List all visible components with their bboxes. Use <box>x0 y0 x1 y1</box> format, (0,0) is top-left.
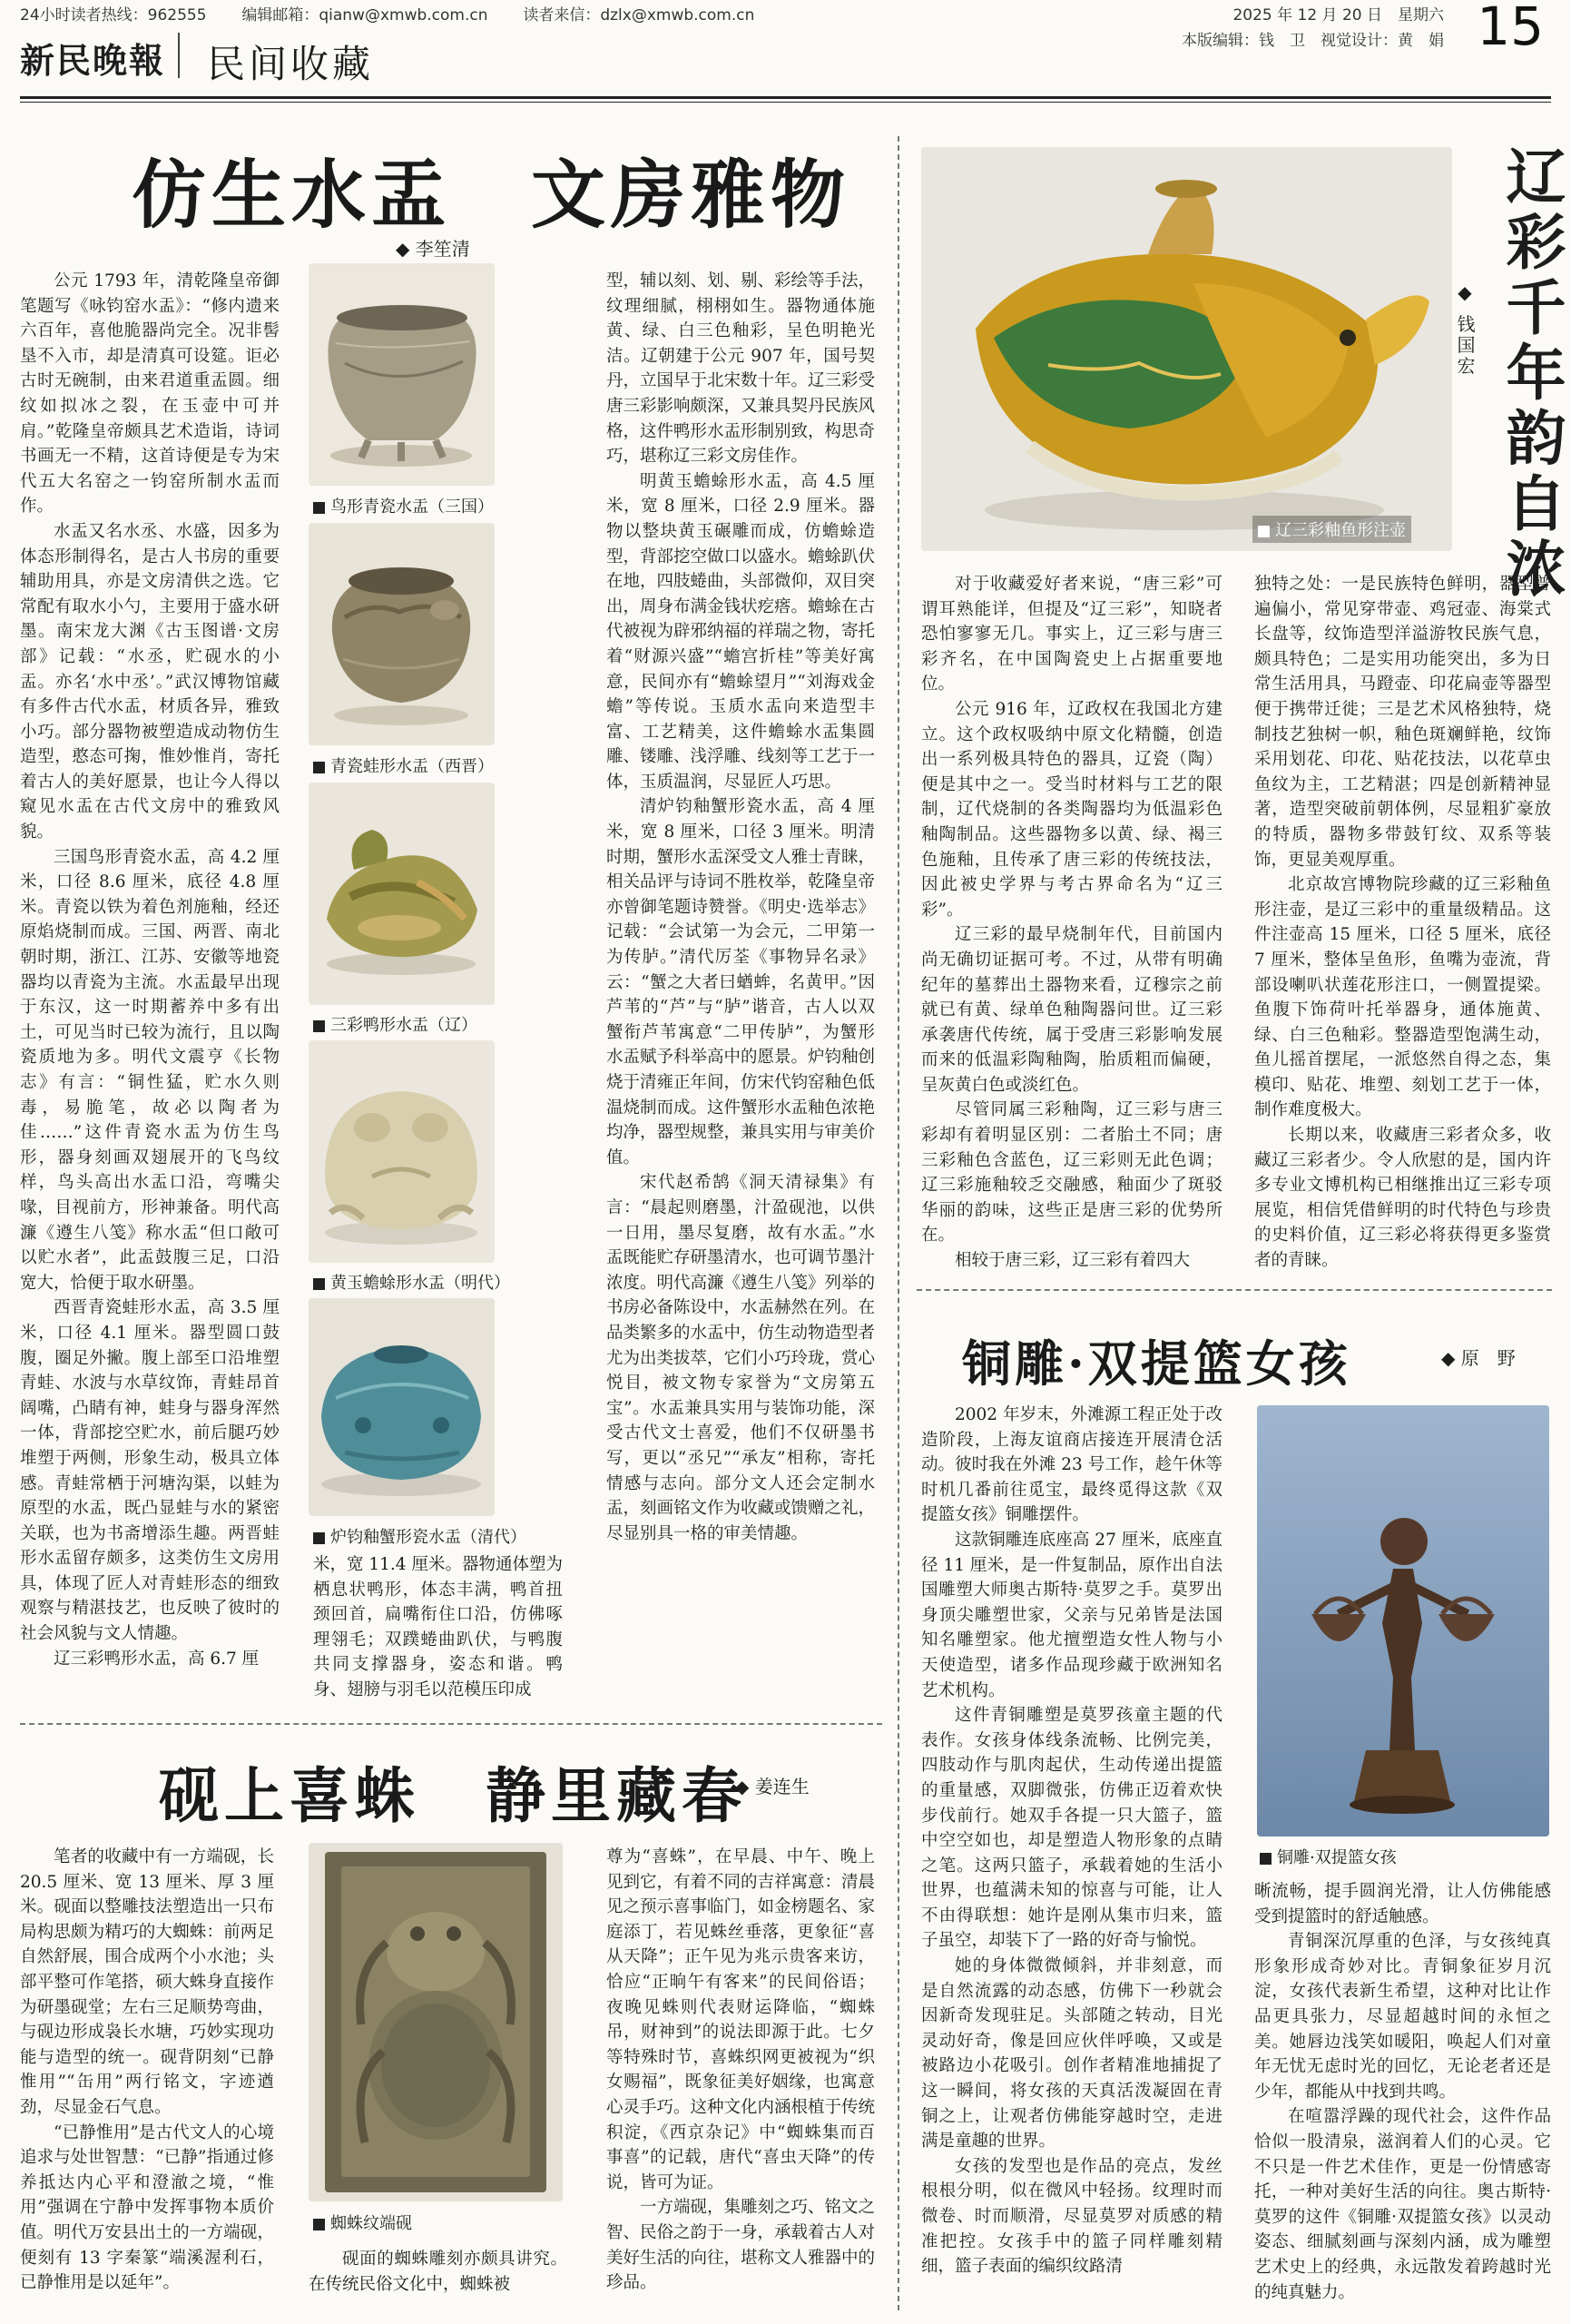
issue-date: 2025 年 12 月 20 日 星期六 <box>1232 6 1444 25</box>
frog-water-pot-caption: 青瓷蛙形水盂（西晋） <box>313 753 494 777</box>
paragraph: 对于收藏爱好者来说，“唐三彩”可谓耳熟能详，但提及“辽三彩”，知晓者恐怕寥寥无几。事实上，辽三彩与唐三彩齐名，在中国陶瓷史上占据重要地位。 <box>921 575 1222 694</box>
paragraph: 青铜深沉厚重的色泽，与女孩纯真形象形成奇妙对比。青铜象征岁月沉淀，女孩代表新生希望，这种对比让作品更具张力，尽显超越时间的永恒之美。她唇边浅笑如暖阳，唤起人们对童年无忧无虑时光的回忆，无论老者还是少年，都能从中找到共鸣。 <box>1254 1932 1551 2102</box>
article1-title: 仿生水盂 文房雅物 <box>132 152 851 239</box>
article-divider-right <box>917 1289 1552 1291</box>
header-rule <box>20 96 1551 99</box>
paragraph: 这件青铜雕塑是莫罗孩童主题的代表作。女孩身体线条流畅、比例完美，四肢动作与肌肉起伏，生动传递出提篮的重量感，双脚微张，仿佛正迈着欢快步伐前行。她双手各提一只大篮子，篮中空空如也，却是塑造人物形象的点睛之笔。这两只篮子，承载着她的生活小世界，也蕴满未知的惊喜与可能，让人不由得联想：她许是刚从集市归来，篮子虽空，却装下了一路的好奇与愉悦。 <box>921 1706 1222 1951</box>
paragraph: 米，宽 11.4 厘米。器物通体塑为栖息状鸭形，体态丰满，鸭首扭颈回首，扁嘴衔住口沿，仿佛啄理翎毛；双蹼蜷曲趴伏，与鸭腹共同支撑器身，姿态和谐。鸭身、翅膀与羽毛以范模压印成 <box>313 1555 563 1699</box>
article4-title: 铜雕·双提篮女孩 <box>962 1334 1351 1393</box>
paragraph: 明黄玉蟾蜍形水盂，高 4.5 厘米，宽 8 厘米，口径 2.9 厘米。器物以整块黄玉碾雕而成，仿蟾蜍造型，背部挖空做口以盛水。蟾蜍趴伏在地，四肢蜷曲，头部微仰，双目突出，周身布满金钱状疙瘩。蟾蜍在古代被视为辟邪纳福的祥瑞之物，寄托着“财源兴盛”“蟾宫折桂”等美好寓意，民间亦有“蟾蜍望月”“刘海戏金蟾”等传说。玉质水盂向来造型丰富、工艺精美，这件蟾蜍水盂集圆雕、镂雕、浅浮雕、线刻等工艺于一体，玉质温润，尽显匠人巧思。 <box>606 471 875 792</box>
reader-hotline: 24小时读者热线：962555 <box>20 6 207 25</box>
paragraph: 型，辅以刻、划、剔、彩绘等手法，纹理细腻，栩栩如生。器物通体施黄、绿、白三色釉彩，呈色明艳光洁。辽朝建于公元 907 年，国号契丹，立国早于北宋数十年。辽三彩受唐三彩影响颇深，又兼具契丹民族风格，这件鸭形水盂形制别致，构思奇巧，堪称辽三彩文房佳作。 <box>606 271 875 467</box>
paragraph: 独特之处：一是民族特色鲜明，器型普遍偏小，常见穿带壶、鸡冠壶、海棠式长盘等，纹饰造型洋溢游牧民族气息，颇具特色；二是实用功能突出，多为日常生活用具，马蹬壶、印花扁壶等器型便于携带迁徙；三是艺术风格独特，烧制技艺独树一帜，釉色斑斓鲜艳，纹饰采用划花、印花、贴花技法，以花草虫鱼纹为主，工艺精湛；四是创新精神显著，造型突破前朝体例，尽显粗犷豪放的特质，器物多带鼓钉纹、双系等装饰，更显美观厚重。 <box>1254 575 1551 870</box>
article4-column-2 <box>1254 1879 1551 2310</box>
paragraph: 公元 916 年，辽政权在我国北方建立。这个政权吸纳中原文化精髓，创造出一系列极具特色的器具，辽瓷（陶）便是其中之一。受当时材料与工艺的限制，辽代烧制的各类陶器均为低温彩色釉陶制品。这些器物多以黄、绿、褐三色施釉，且传承了唐三彩的传统技法，因此被史学界与考古界命名为“辽三彩”。 <box>921 699 1222 920</box>
bronze-girl-photo <box>1257 1405 1549 1837</box>
duck-water-pot-caption: 三彩鸭形水盂（辽） <box>313 1012 477 1036</box>
bird-water-pot-photo <box>309 263 495 486</box>
toad-water-pot-photo <box>309 1040 495 1263</box>
bird-water-pot-caption: 鸟形青瓷水盂（三国） <box>313 494 494 517</box>
paragraph: 清炉钧釉蟹形瓷水盂，高 4 厘米，宽 8 厘米，口径 3 厘米。明清时期，蟹形水盂深受文人雅士青睐，相关品评与诗词不胜枚举，乾隆皇帝亦曾御笔题诗赞誉。《明史·选举志》记载：“会试第一为会元，二甲第一为传胪。”清代厉荃《事物异名录》云：“蟹之大者曰蝤蛑，名黄甲。”因芦苇的“芦”与“胪”谐音，古人以双蟹衔芦苇寓意“二甲传胪”，为蟹形水盂赋予科举高中的愿景。炉钧釉创烧于清雍正年间，仿宋代钧窑釉色低温烧制而成。这件蟹形水盂釉色浓艳均净，器型规整，兼具实用与审美价值。 <box>606 797 875 1167</box>
paragraph: 女孩的发型也是作品的亮点，发丝根根分明，似在微风中轻扬。纹理时而微卷、时而顺滑，尽显莫罗对质感的精准把控。女孩手中的篮子同样雕刻精细，篮子表面的编织纹路清 <box>921 2156 1222 2277</box>
paragraph: 她的身体微微倾斜，并非刻意，而是自然流露的动态感，仿佛下一秒就会因新奇发现驻足。头部随之转动，目光灵动好奇，像是回应伙伴呼唤，又或是被路边小花吸引。创作者精准地捕捉了这一瞬间，将女孩的天真活泼凝固在青铜之上，让观者仿佛能穿越时空，走进满是童趣的世界。 <box>921 1956 1222 2152</box>
paragraph: 在喧嚣浮躁的现代社会，这件作品恰似一股清泉，滋润着人们的心灵。它不只是一件艺术佳作，更是一份情感寄托，一种对美好生活的向往。奥古斯特·莫罗的这件《铜雕·双提篮女孩》以灵动姿态、细腻刻画与深刻内涵，成为雕塑艺术史上的经典，永远散发着跨越时光的纯真魅力。 <box>1254 2107 1551 2302</box>
section-title: 民间收藏 <box>207 42 375 86</box>
crab-water-pot-caption: 炉钧釉蟹形瓷水盂（清代） <box>313 1524 526 1548</box>
paragraph: 这款铜雕连底座高 27 厘米，底座直径 11 厘米，是一件复制品，原作出自法国雕塑大师奥古斯特·莫罗之手。莫罗出身顶尖雕塑世家，父亲与兄弟皆是法国知名雕塑家。他尤擅塑造女性人物与小天使造型，诸多作品现珍藏于欧洲知名艺术机构。 <box>921 1530 1222 1700</box>
crab-water-pot-photo <box>309 1298 495 1516</box>
article3-byline: ◆ 钱国宏 <box>1454 281 1476 378</box>
bronze-girl-caption: 铜雕·双提篮女孩 <box>1260 1845 1397 1868</box>
article-divider-left <box>20 1723 882 1725</box>
article1-column-2-bottom <box>313 1552 563 1707</box>
paragraph: 尊为“喜蛛”，在早晨、中午、晚上见到它，有着不同的吉祥寓意：清晨见之预示喜事临门，如金榜题名、家庭添丁，若见蛛丝垂落，更象征“喜从天降”；正午见为兆示贵客来访，恰应“正晌午有客来”的民间俗语；夜晚见蛛则代表财运降临，“蜘蛛吊，财神到”的说法即源于此。七夕等特殊时节，喜蛛织网更被视为“织女赐福”，既象征美好姻缘，也寓意心灵手巧。这种文化内涵根植于传统积淀，《西京杂记》中“蜘蛛集而百事喜”的记载，唐代“喜虫天降”的传说，皆可为证。 <box>606 1847 875 2192</box>
column-divider-main <box>898 136 899 2310</box>
paragraph: 尽管同属三彩釉陶，辽三彩与唐三彩却有着明显区别：二者胎土不同；唐三彩釉色含蓝色，辽三彩则无此色调；辽三彩施釉较乏交融感，釉面少了斑驳华丽的韵味，这些正是唐三彩的优势所在。 <box>921 1100 1222 1246</box>
paragraph: 公元 1793 年，清乾隆皇帝御笔题写《咏钧窑水盂》：“修内遗来六百年，喜他脆器尚完全。况非髻垦不入市，却是清真可设筵。讵必古时无碗制，由来君道重盂圆。细纹如拟冰之裂，在玉壶中可并肩。”乾隆皇帝颇具艺术造诣，诗词书画无一不精，这首诗便是专为宋代五大名窑之一钧窑所制水盂而作。 <box>20 271 280 517</box>
duck-water-pot-photo <box>309 783 495 1005</box>
paragraph: 辽三彩的最早烧制年代，目前国内尚无确切证据可考。不过，从带有明确纪年的墓葬出土器物来看，辽穆宗之前就已有黄、绿单色釉陶器问世。辽三彩承袭唐代传统，属于受唐三彩影响发展而来的低温彩陶釉陶，胎质粗而偏硬，呈灰黄白色或淡红色。 <box>921 925 1222 1095</box>
toad-water-pot-caption: 黄玉蟾蜍形水盂（明代） <box>313 1270 510 1294</box>
spider-inkstone-caption: 蜘蛛纹端砚 <box>313 2211 412 2234</box>
spider-inkstone-photo <box>309 1843 563 2201</box>
article3-title: 辽彩千年韵自浓 <box>1496 145 1566 603</box>
article2-column-1 <box>20 1845 274 2309</box>
paragraph: 笔者的收藏中有一方端砚，长 20.5 厘米、宽 13 厘米、厚 3 厘米。砚面以整雕技法塑造出一只布局构思颇为精巧的大蜘蛛：前两足自然舒展，围合成两个小水池；头部平整可作笔搭，硕大蛛身直接作为研墨砚堂；左右三足顺势弯曲，与砚边形成袅长水塘，巧妙实现功能与造型的统一。砚背阴刻“已静惟用”“缶用”两行铭文，字迹遒劲，尽显金石气息。 <box>20 1847 274 2117</box>
article3-column-1 <box>921 572 1222 1275</box>
paragraph: 北京故宫博物院珍藏的辽三彩釉鱼形注壶，是辽三彩中的重量级精品。这件注壶高 15 厘米，口径 5 厘米，底径 7 厘米，整体呈鱼形，鱼嘴为壶流，背部设喇叭状莲花形注口，一侧置提梁。鱼腹下饰荷叶托举器身，通体施黄、绿、白三色釉彩。整器造型饱满生动，鱼儿摇首摆尾，一派悠然自得之态，集模印、贴花、堆塑、刻划工艺于一体，制作难度极大。 <box>1254 875 1551 1120</box>
fish-ewer-photo <box>921 147 1452 551</box>
header-rule-thin <box>20 102 1551 103</box>
header-divider <box>178 33 180 78</box>
editor-email[interactable]: 编辑邮箱：qianw@xmwb.com.cn <box>241 6 488 25</box>
paragraph: 一方端砚，集雕刻之巧、铭文之智、民俗之韵于一身，承载着古人对美好生活的向往，堪称文人雅器中的珍品。 <box>606 2198 875 2293</box>
reader-email[interactable]: 读者来信：dzlx@xmwb.com.cn <box>523 6 755 25</box>
paragraph: 三国鸟形青瓷水盂，高 4.2 厘米，口径 8.6 厘米，底径 4.8 厘米。青瓷以铁为着色剂施釉，经还原焰烧制而成。三国、两晋、南北朝时期，浙江、江苏、安徽等地瓷器均以青瓷为主流。水盂最早出现于东汉，这一时期蓄养中多有出土，可见当时已较为流行，且以陶瓷质地为多。明代文震亨《长物志》有言：“铜性猛，贮水久则毒，易脆笔，故必以陶者为佳……”这件青瓷水盂为仿生鸟形，器身刻画双翅展开的飞鸟纹样，鸟头高出水盂口沿，弯嘴尖喙，目视前方，形神兼备。明代高濂《遵生八笺》称水盂“但口敞可以贮水者”，此盂鼓腹三足，口沿宽大，恰便于取水研墨。 <box>20 847 280 1293</box>
frog-water-pot-photo <box>309 523 495 745</box>
paragraph: 宋代赵希鹄《洞天清禄集》有言：“晨起则磨墨，汁盈砚池，以供一日用，墨尽复磨，故有水盂。”水盂既能贮存研墨清水，也可调节墨汁浓度。明代高濂《遵生八笺》列举的书房必备陈设中，水盂赫然在列。在品类繁多的水盂中，仿生动物造型者尤为出类拔萃，它们小巧玲珑，赏心悦目，被文物专家誉为“文房第五宝”。水盂兼具实用与装饰功能，深受古代文士喜爱，他们不仅研墨书写，更以“丞兄”“承友”相称，寄托情感与志向。部分文人还会定制水盂，刻画铭文作为收藏或馈赠之礼，尽显别具一格的审美情趣。 <box>606 1173 875 1543</box>
page-number: 15 <box>1477 0 1544 57</box>
fish-ewer-caption: 辽三彩釉鱼形注壶 <box>1252 516 1411 543</box>
paragraph: 相较于唐三彩，辽三彩有着四大 <box>955 1251 1191 1271</box>
masthead-contacts <box>20 2 754 25</box>
article1-column-1 <box>20 269 280 1708</box>
article2-title: 砚上喜蛛 静里藏春 <box>159 1760 747 1831</box>
paragraph: 西晋青瓷蛙形水盂，高 3.5 厘米，口径 4.1 厘米。器型圆口鼓腹，圈足外撇。腹上部至口沿堆塑青蛙、水波与水草纹饰，青蛙昂首阔嘴，凸睛有神，蛙身与器身浑然一体，背部挖空贮水，前后腿巧妙堆塑于两侧，形象生动，极具立体感。青蛙常栖于河塘沟渠，以蛙为原型的水盂，既凸显蛙与水的紧密关联，也为书斋增添生趣。两晋蛙形水盂留存颇多，这类仿生文房用具，体现了匠人对青蛙形态的细致观察与精湛技艺，也反映了彼时的社会风貌与文人情趣。 <box>20 1298 280 1644</box>
paragraph: “已静惟用”是古代文人的心境追求与处世智慧：“已静”指通过修养抵达内心平和澄澈之境，“惟用”强调在宁静中发挥事物本质价值。明代万安县出土的一方端砚，便刻有 13 字秦篆“端溪渥利石，已静惟用是以延年”。 <box>20 2122 274 2293</box>
article2-column-2 <box>309 2247 567 2310</box>
article1-byline: ◆ 李笙清 <box>396 238 470 260</box>
article4-byline: ◆ 原 野 <box>1441 1347 1516 1369</box>
page-credits: 本版编辑：钱 卫 视觉设计：黄 娟 <box>1182 32 1444 50</box>
article1-column-3 <box>606 269 875 1708</box>
paragraph: 水盂又名水丞、水盛，因多为体态形制得名，是古人书房的重要辅助用具，亦是文房清供之选。它常配有取水小勺，主要用于盛水研墨。南宋龙大渊《古玉图谱·文房部》记载：“水丞，贮砚水的小盂。亦名‘水中丞’。”武汉博物馆藏有多件古代水盂，材质各异，雅致小巧。部分器物被塑造成动物仿生造型，憨态可掬，惟妙惟肖，寄托着古人的美好愿景，也让今人得以窥见水盂在古代文房中的雅致风貌。 <box>20 521 280 842</box>
paragraph: 2002 年岁末，外滩源工程正处于改造阶段，上海友谊商店接连开展清仓活动。彼时我在外滩 23 号工作，趁午休等时机几番前往觅宝，最终觅得这款《双提篮女孩》铜雕摆件。 <box>921 1405 1222 1525</box>
paragraph: 晰流畅，提手圆润光滑，让人仿佛能感受到提篮时的舒适触感。 <box>1254 1882 1551 1926</box>
article2-column-3 <box>606 1845 875 2309</box>
paragraph: 辽三彩鸭形水盂，高 6.7 厘 <box>54 1649 260 1669</box>
article2-byline: ◆ 姜连生 <box>735 1776 810 1797</box>
article4-column-1 <box>921 1403 1222 2310</box>
paragraph: 砚面的蜘蛛雕刻亦颇具讲究。在传统民俗文化中，蜘蛛被 <box>309 2250 567 2294</box>
paragraph: 长期以来，收藏唐三彩者众多，收藏辽三彩者少。令人欣慰的是，国内许多专业文博机构已相继推出辽三彩专项展览，相信凭借鲜明的时代特色与珍贵的史料价值，辽三彩必将获得更多鉴赏者的青睐。 <box>1254 1126 1551 1271</box>
article3-column-2 <box>1254 572 1551 1275</box>
newspaper-logo: 新民晚報 <box>20 40 166 81</box>
